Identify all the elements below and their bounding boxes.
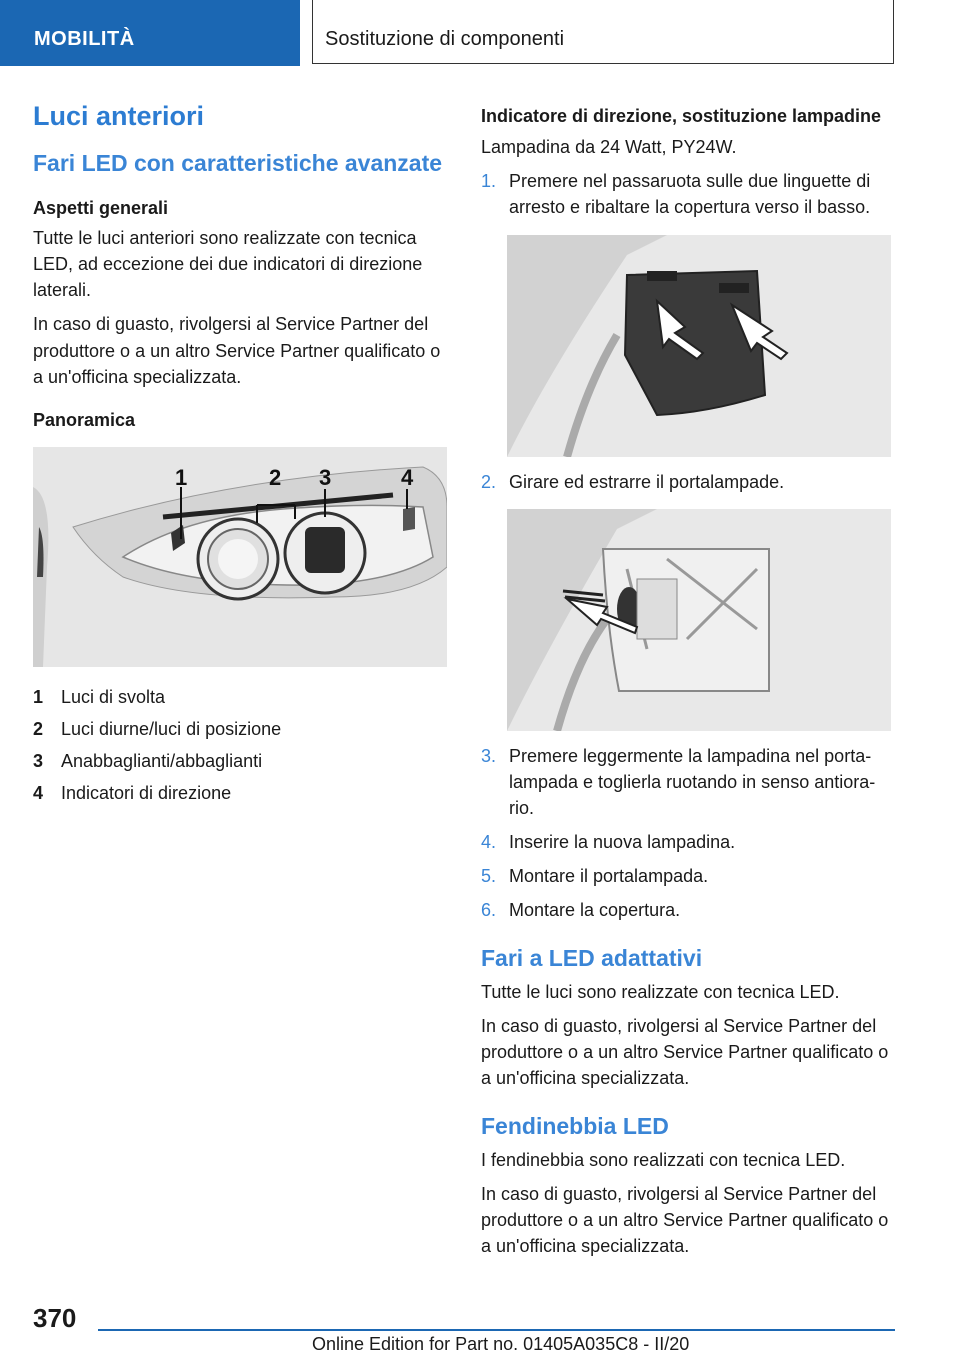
indicator-heading: Indicatore di direzione, sostituzione lampadine	[481, 106, 882, 126]
legend-label: Indicatori di direzione	[61, 782, 232, 803]
adaptive-heading: Fari a LED adattativi	[481, 945, 703, 972]
lamp-holder-illustration	[507, 509, 891, 731]
adaptive-paragraph-1: Tutte le luci sono realizzate con tecnica LED.	[481, 981, 840, 1002]
callout-3: 3	[319, 464, 332, 490]
section-title: MOBILITÀ	[34, 28, 135, 50]
step-number: 5.	[481, 866, 497, 887]
general-paragraph-1: Tutte le luci anteriori sono realizzate con tecnica LED, ad eccezione dei due indicatori di direzione laterali.	[33, 228, 423, 301]
headlight-figure	[33, 447, 447, 667]
left-column	[33, 100, 447, 809]
legend-item	[33, 713, 447, 745]
overview-heading: Panoramica	[33, 409, 136, 430]
step-number: 6.	[481, 900, 497, 921]
callout-1: 1	[175, 464, 188, 490]
adaptive-paragraph-2: In caso di guasto, rivolgersi al Service Partner del produttore o a un altro Service Partner qualificato o a un'officina specializzata.	[481, 1015, 889, 1089]
step-number: 2.	[481, 471, 497, 492]
legend-item	[33, 681, 447, 713]
edition-note: Online Edition for Part no. 01405A035C8 - II/20	[312, 1334, 690, 1354]
step-item	[481, 469, 895, 495]
legend-item	[33, 745, 447, 777]
step-item	[481, 168, 895, 220]
figure-legend	[33, 681, 447, 809]
page-title: Luci anteriori	[33, 101, 205, 131]
step-text: Girare ed estrarre il portalampade.	[509, 471, 785, 492]
step-text: Inserire la nuova lampadina.	[509, 831, 736, 852]
step-number: 3.	[481, 745, 497, 766]
legend-number: 4	[33, 782, 44, 803]
page-number: 370	[33, 1303, 77, 1333]
section-tab	[0, 0, 300, 66]
step-text: Montare il portalampada.	[509, 866, 709, 887]
callout-2: 2	[269, 464, 282, 490]
fog-paragraph-2: In caso di guasto, rivolgersi al Service Partner del produttore o a un altro Service Partner qualificato o a un'officina specializzata.	[481, 1183, 889, 1257]
step-text: Premere nel passaruota sulle due linguette di arresto e ribaltare la copertura verso il basso.	[509, 171, 871, 218]
bulb-spec: Lampadina da 24 Watt, PY24W.	[481, 137, 737, 158]
legend-label: Luci di svolta	[61, 686, 166, 707]
cover-illustration	[507, 235, 891, 457]
headlight-illustration	[33, 447, 447, 667]
step-item	[481, 829, 895, 855]
legend-label: Anabbaglianti/abbaglianti	[61, 750, 263, 771]
general-heading: Aspetti generali	[33, 197, 169, 218]
step-item	[481, 897, 895, 923]
legend-number: 3	[33, 750, 44, 771]
step-number: 1.	[481, 171, 497, 192]
subtitle: Fari LED con caratteristiche avanzate	[33, 150, 443, 177]
legend-number: 1	[33, 686, 44, 707]
callout-4: 4	[401, 464, 414, 490]
chapter-title: Sostituzione di componenti	[325, 28, 565, 50]
wheel-arch-cover-figure	[507, 235, 891, 457]
legend-item	[33, 777, 447, 809]
step-item	[481, 863, 895, 889]
legend-label: Luci diurne/luci di posizione	[61, 718, 282, 739]
lamp-holder-figure	[507, 509, 891, 731]
legend-number: 2	[33, 718, 44, 739]
fog-heading: Fendinebbia LED	[481, 1113, 669, 1140]
step-number: 4.	[481, 831, 497, 852]
step-text: Premere leggermente la lampadina nel porta‐lampada e toglierla ruotando in senso antiora‐rio.	[509, 745, 876, 818]
chapter-tab	[312, 0, 894, 64]
general-paragraph-2: In caso di guasto, rivolgersi al Service Partner del produttore o a un altro Service Partner qualificato o a un'officina specializzata.	[33, 314, 441, 387]
fog-paragraph-1: I fendinebbia sono realizzati con tecnica LED.	[481, 1149, 846, 1170]
footer-divider	[98, 1329, 895, 1331]
step-item	[481, 743, 895, 821]
step-text: Montare la copertura.	[509, 900, 681, 921]
right-column	[481, 104, 895, 1267]
